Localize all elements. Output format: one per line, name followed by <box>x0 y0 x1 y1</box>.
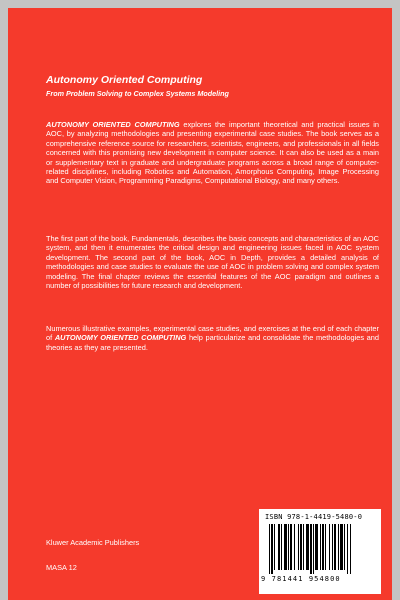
isbn-number: ISBN 978-1-4419-5480-0 <box>265 513 363 521</box>
series-code: MASA 12 <box>46 563 77 572</box>
book-subtitle: From Problem Solving to Complex Systems Modeling <box>46 89 229 98</box>
book-title-emphasis: AUTONOMY ORIENTED COMPUTING <box>46 120 180 129</box>
barcode-panel <box>259 509 381 594</box>
publisher-name: Kluwer Academic Publishers <box>46 538 140 547</box>
back-cover <box>8 8 392 600</box>
description-paragraph-1 <box>46 120 379 186</box>
barcode-digits: 9 781441 954800 <box>261 575 341 583</box>
paragraph-3-after: help particularize and consolidate the methodologies and theories as they are presented. <box>46 333 379 352</box>
book-title-emphasis: AUTONOMY ORIENTED COMPUTING <box>54 333 187 343</box>
book-title: Autonomy Oriented Computing <box>46 74 203 86</box>
description-paragraph-3 <box>46 324 379 352</box>
paragraph-1-text: explores the important theoretical and practical issues in AOC, by analyzing methodologies and presenting experimental case studies. The book serves as a comprehensive reference source for researchers, scientists, engineers, and professionals in all fields concerned with this promising new development in computer science. It can also be used as a main or supplementary text in graduate and undergraduate programs across a broad range of computer-related disciplines, including Robotics and Automation, Amorphous Computing, Image Processing and Computer Vision, Programming Paradigms, Computational Biology, and many others. <box>46 120 379 186</box>
paragraph-3-before: Numerous illustrative examples, experimental case studies, and exercises at the end of each chapter of <box>46 324 379 343</box>
description-paragraph-2: The first part of the book, Fundamentals, describes the basic concepts and characteristics of an AOC system, and then it enumerates the critical design and engineering issues faced in AOC system development. The second part of the book, AOC in Depth, provides a detailed analysis of methodologies and case studies to evaluate the use of AOC in problem solving and complex system modeling. The final chapter reviews the essential features of the AOC paradigm and outlines a number of possibilities for future research and development. <box>46 234 379 291</box>
